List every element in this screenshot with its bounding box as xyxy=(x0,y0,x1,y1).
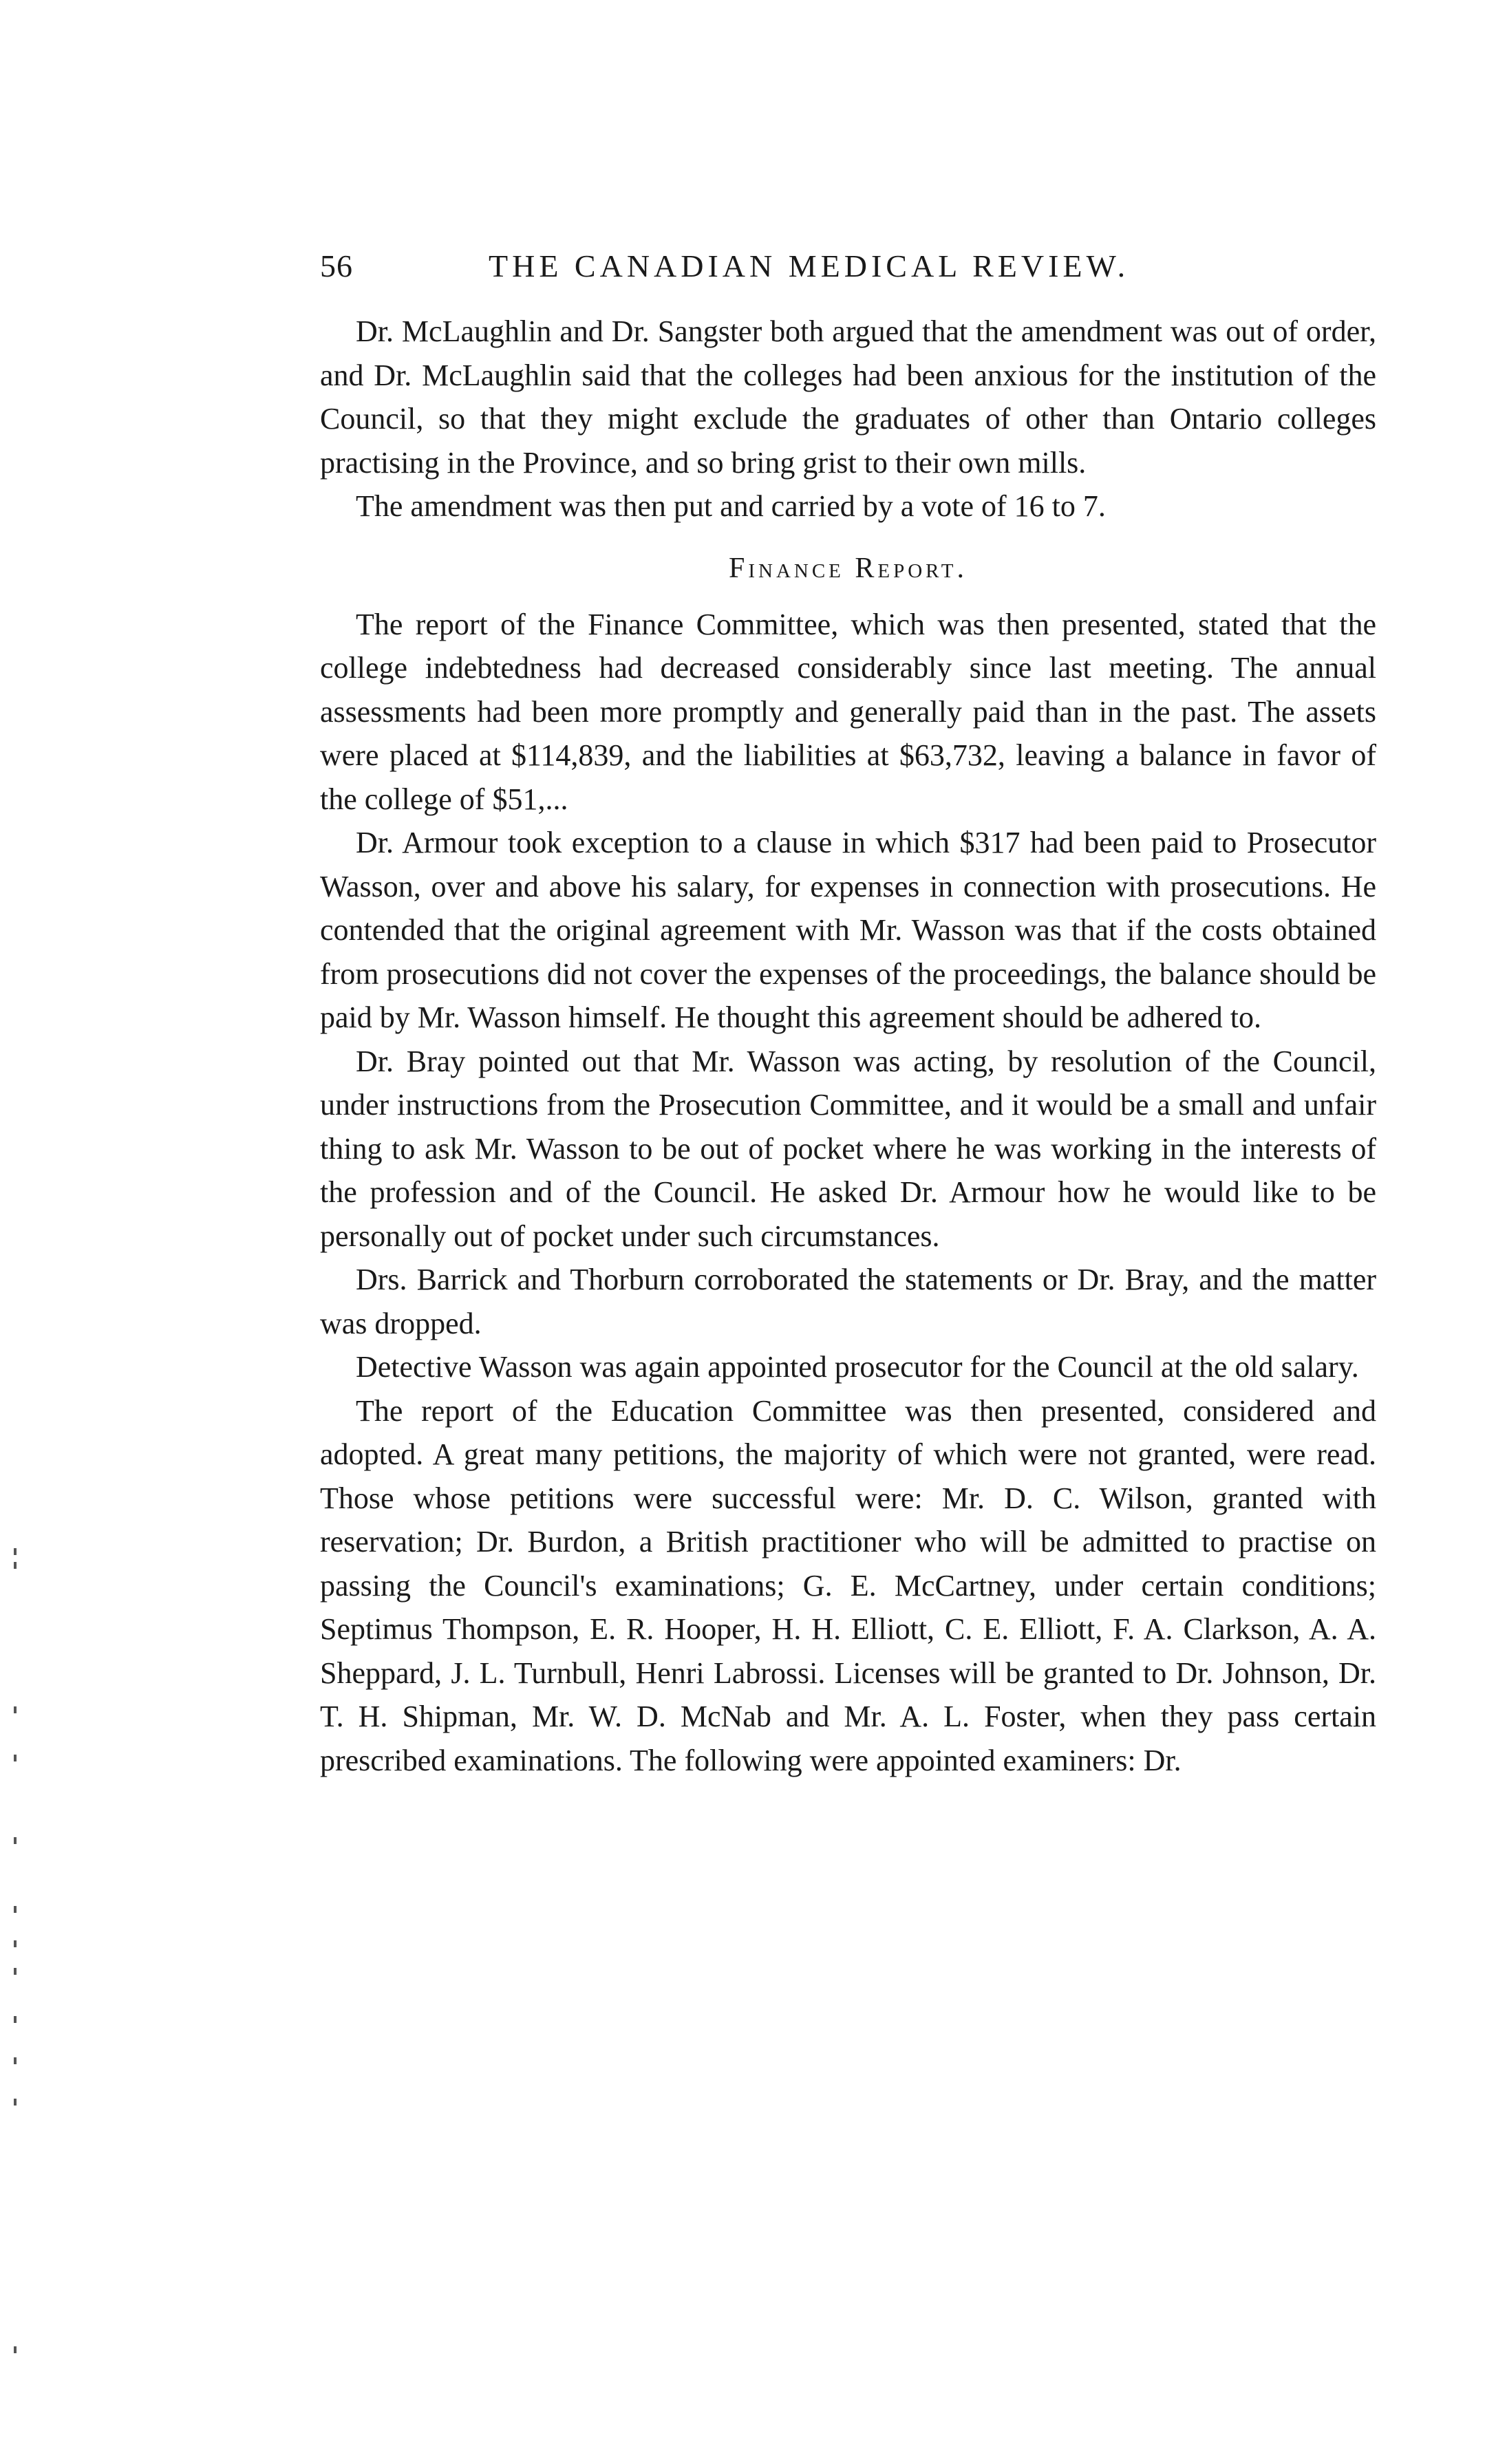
scan-mark xyxy=(14,1548,17,1555)
scan-mark xyxy=(14,1755,17,1761)
scan-mark xyxy=(14,2346,17,2353)
scan-mark xyxy=(14,1837,17,1844)
scan-mark xyxy=(14,1968,17,1975)
page-header xyxy=(320,248,1376,310)
scan-mark xyxy=(14,2057,17,2064)
scan-mark xyxy=(14,1940,17,1947)
paragraph-finance-committee: The report of the Finance Committee, which was then presented, stated that the college indebtedness had decreased considerably since last meeting. The annual assessments had been more promptly and generally paid than in the past. The assets were placed at $114,839, and the liabilities at $63,732, leaving a balance in favor of the college of $51,... xyxy=(320,607,1376,816)
paragraph-bray-response: Dr. Bray pointed out that Mr. Wasson was acting, by resolution of the Council, under instructions from the Prosecution Committee, and it would be a small and unfair thing to ask Mr. Wasson to be out of pocket where he was working in the interests of the profession and of the Council. He asked Dr. Armour how he would like to be personally out of pocket under such circumstances. xyxy=(320,1044,1376,1253)
scan-mark xyxy=(14,2099,17,2106)
scan-mark xyxy=(14,1906,17,1913)
page xyxy=(320,248,1376,1782)
paragraph-barrick-thorburn: Drs. Barrick and Thorburn corroborated the statements or Dr. Bray, and the matter was dropped. xyxy=(320,1263,1376,1340)
paragraph-detective-wasson: Detective Wasson was again appointed prosecutor for the Council at the old salary. xyxy=(356,1350,1359,1384)
margin-scan-marks xyxy=(14,1548,22,2360)
paragraph-amendment-argument: Dr. McLaughlin and Dr. Sangster both argued that the amendment was out of order, and Dr. McLaughlin said that the colleges had been anxious for the institution of the Council, so that they might exclude the graduates of other than Ontario colleges practising in the Province, and so bring grist to their own mills. xyxy=(320,314,1376,480)
scan-mark xyxy=(14,1562,17,1569)
scan-mark xyxy=(14,1706,17,1713)
paragraph-education-committee: The report of the Education Committee was then presented, considered and adopted. A great many petitions, the majority of which were not granted, were read. Those whose petitions were successful were: Mr. D. C. Wilson, granted with reservation; Dr. Burdon, a British practitioner who will be admitted to practise on passing the Council's examinations; G. E. McCartney, under certain conditions; Septimus Thompson, E. R. Hooper, H. H. Elliott, C. E. Elliott, F. A. Clarkson, A. A. Sheppard, J. L. Turnbull, Henri Labrossi. Licenses will be granted to Dr. Johnson, Dr. T. H. Shipman, Mr. W. D. McNab and Mr. A. L. Foster, when they pass certain prescribed examinations. The following were appointed examiners: Dr. xyxy=(320,1393,1376,1777)
section-heading-finance-report: Finance Report. xyxy=(728,552,968,584)
page-number: 56 xyxy=(320,248,353,283)
paragraph-amendment-vote: The amendment was then put and carried by a vote of 16 to 7. xyxy=(356,489,1106,523)
running-head: THE CANADIAN MEDICAL REVIEW. xyxy=(489,248,1130,283)
corner-scan-speck xyxy=(1424,2415,1434,2425)
paragraph-armour-exception: Dr. Armour took exception to a clause in which $317 had been paid to Prosecutor Wasson, over and above his salary, for expenses in connection with prosecutions. He contended that the original agreement with Mr. Wasson was that if the costs obtained from prosecutions did not cover the expenses of the proceedings, the balance should be paid by Mr. Wasson himself. He thought this agreement should be adhered to. xyxy=(320,826,1376,1034)
scan-mark xyxy=(14,2016,17,2023)
